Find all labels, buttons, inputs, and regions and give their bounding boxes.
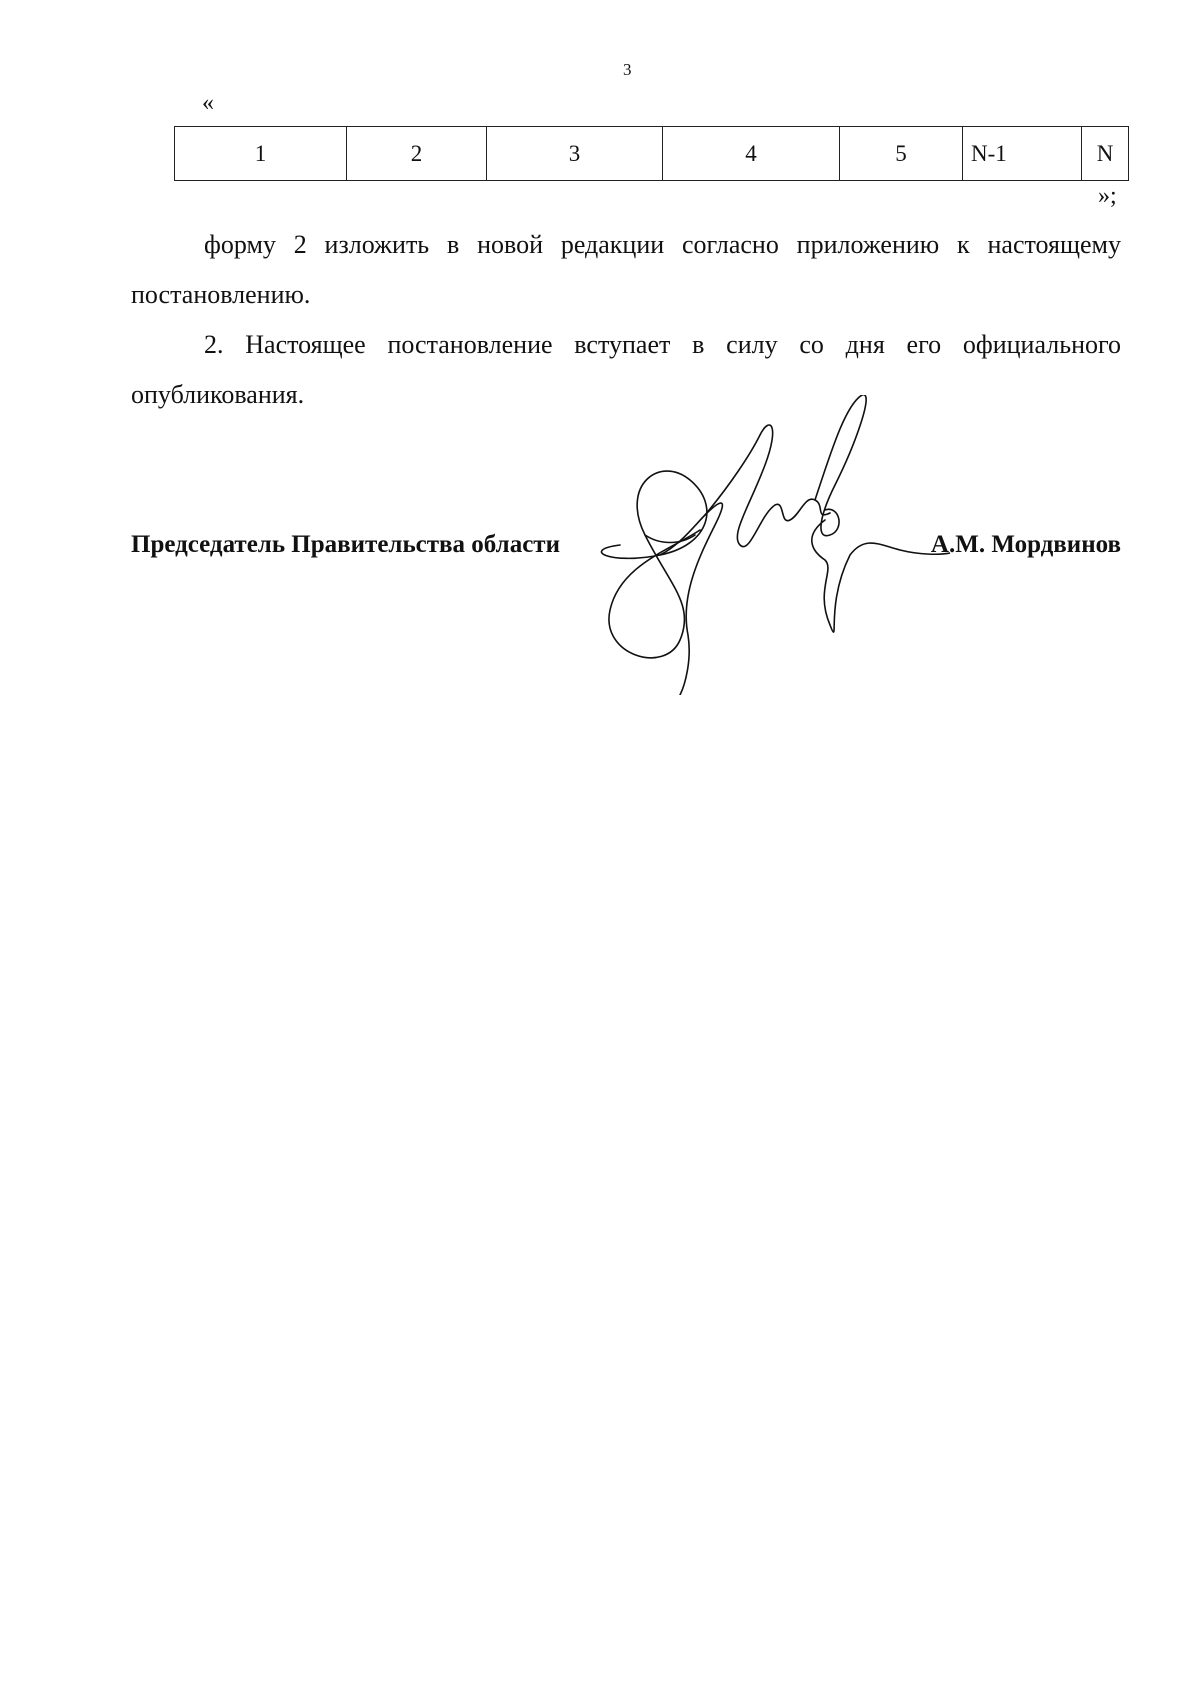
table-cell: 4	[663, 127, 840, 181]
table-cell: 1	[175, 127, 347, 181]
paragraph-form2	[131, 220, 1121, 320]
closing-quote: »;	[1098, 183, 1117, 209]
table-row	[175, 127, 1129, 181]
paragraph-text: форму 2 изложить в новой редакции согласно приложению к настоящему постановлению.	[131, 230, 1121, 309]
table-cell: N	[1082, 127, 1129, 181]
table-cell: 2	[347, 127, 487, 181]
opening-quote: «	[202, 90, 214, 116]
page-number: 3	[623, 60, 632, 79]
paragraph-text: 2. Настоящее постановление вступает в силу со дня его официального опубликования.	[131, 330, 1121, 409]
handwritten-signature	[600, 395, 950, 695]
table-cell: N-1	[963, 127, 1082, 181]
table-cell: 3	[487, 127, 663, 181]
table-cell: 5	[840, 127, 963, 181]
signatory-title: Председатель Правительства области	[131, 531, 560, 558]
signatory-name: А.М. Мордвинов	[930, 531, 1121, 558]
column-number-table	[174, 126, 1129, 181]
